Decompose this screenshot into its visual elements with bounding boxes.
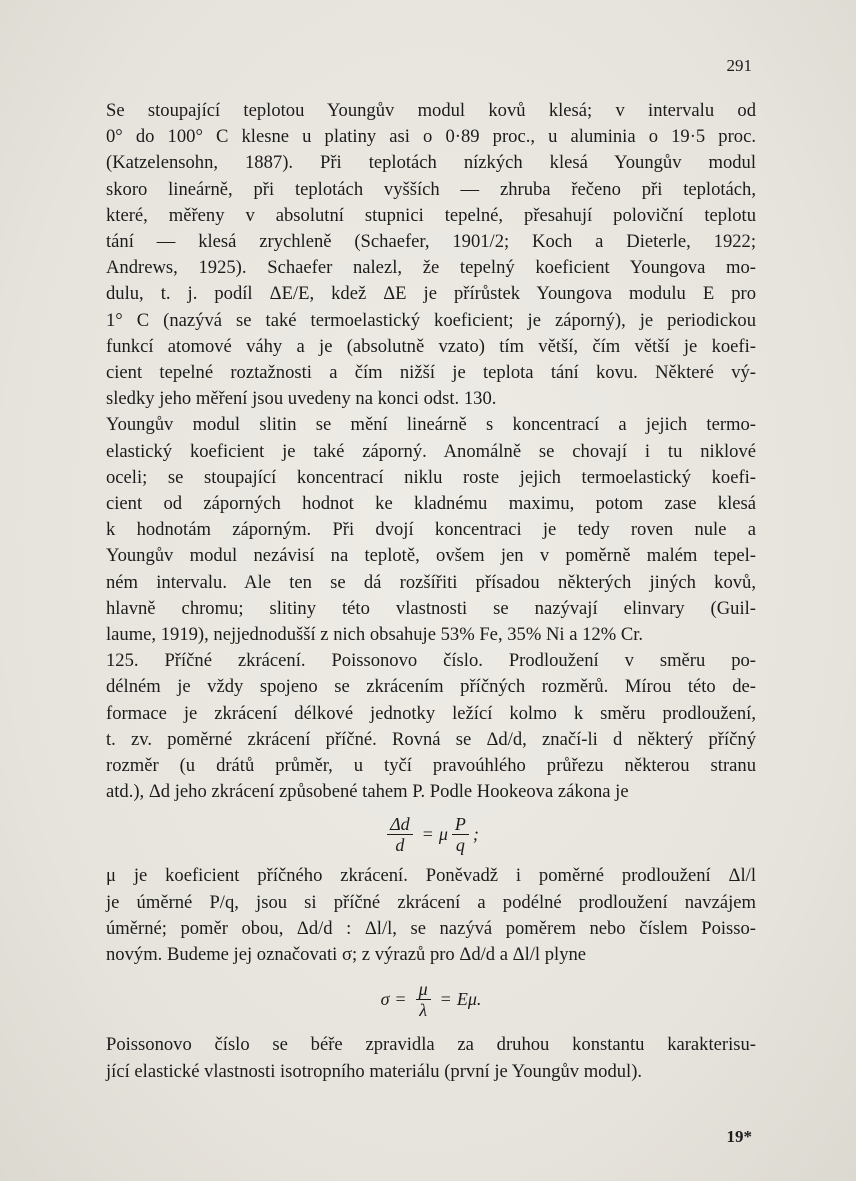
text-line: Youngův modul slitin se mění lineárně s koncentrací a jejich termo-: [106, 414, 756, 436]
mu-symbol: μ: [438, 824, 448, 845]
text-line: atd.), Δd jeho zkrácení způsobené tahem P. Podle Hookeova zákona je: [106, 781, 629, 803]
text-line: které, měřeny v absolutní stupnici tepelné, přesahují poloviční teplotu: [106, 204, 756, 226]
text-line: 125. Příčné zkrácení. Poissonovo číslo. Prodloužení v směru po-: [106, 650, 756, 672]
text-line: elastický koeficient je také záporný. Anomálně se chovají i tu niklové: [106, 440, 756, 462]
paragraph-youngs-modulus-temperature: [106, 98, 756, 412]
text-line: Andrews, 1925). Schaefer nalezl, že tepelný koeficient Youngova mo-: [106, 257, 756, 279]
signature-mark: 19*: [726, 1127, 752, 1146]
text-line: k hodnotám záporným. Při dvojí koncentraci je tedy roven nule a: [106, 519, 756, 541]
paragraph-alloys: [106, 412, 756, 648]
equals-sign: =: [395, 989, 406, 1010]
formula-sigma: [106, 968, 756, 1030]
text-line: skoro lineárně, při teplotách vyšších — zhruba řečeno při teplotách,: [106, 178, 756, 200]
equals-sign: =: [440, 989, 451, 1010]
fraction-denominator: d: [395, 834, 405, 855]
text-line: μ je koeficient příčného zkrácení. Poněvadž i poměrné prodloužení Δl/l: [106, 865, 756, 887]
page-body: [106, 98, 756, 1085]
fraction-numerator: P: [452, 814, 469, 835]
text-line: Youngův modul nezávisí na teplotě, ovšem jen v poměrně malém tepel-: [106, 545, 756, 567]
formula-hooke-transverse: [106, 805, 756, 863]
text-line: Se stoupající teplotou Youngův modul kovů klesá; v intervalu od: [106, 100, 756, 121]
text-line: úměrné; poměr obou, Δd/d : Δl/l, se nazývá poměrem nebo číslem Poisso-: [106, 917, 756, 939]
sigma-symbol: σ: [380, 989, 390, 1010]
text-line: rozměr (u drátů průměr, u tyčí pravoúhlého průřezu některou stranu: [106, 755, 756, 777]
text-line: Poissonovo číslo se béře zpravidla za druhou konstantu karakterisu-: [106, 1034, 756, 1056]
text-line: (Katzelensohn, 1887). Při teplotách nízkých klesá Youngův modul: [106, 152, 756, 174]
paragraph-poisson-ratio: [106, 863, 756, 968]
text-line: sledky jeho měření jsou uvedeny na konci odst. 130.: [106, 388, 497, 410]
text-line: novým. Budeme jej označovati σ; z výrazů pro Δd/d a Δl/l plyne: [106, 944, 587, 966]
fraction-mu-over-lambda: [416, 979, 431, 1020]
page-number: 291: [726, 56, 752, 75]
formula-punctuation: ;: [472, 824, 479, 845]
paragraph-poisson-constant: [106, 1032, 756, 1084]
text-line: je úměrné P/q, jsou si příčné zkrácení a podélné prodloužení navzájem: [106, 891, 756, 913]
text-line: tání — klesá zrychleně (Schaefer, 1901/2; Koch a Dieterle, 1922;: [106, 231, 756, 253]
text-line: laume, 1919), nejjednodušší z nich obsahuje 53% Fe, 35% Ni a 12% Cr.: [106, 624, 644, 646]
fraction-delta-d-over-d: [387, 814, 413, 855]
text-line: cient od záporných hodnot ke kladnému maximu, potom zase klesá: [106, 493, 756, 515]
fraction-p-over-q: [452, 814, 469, 855]
fraction-denominator: λ: [419, 999, 428, 1020]
text-line: dulu, t. j. podíl ΔE/E, kdež ΔE je přírůstek Youngova modulu E pro: [106, 283, 756, 305]
text-line: funkcí atomové váhy a je (absolutně vzato) tím větší, čím větší je koefi-: [106, 335, 756, 357]
text-line: jící elastické vlastnosti isotropního materiálu (první je Youngův modul).: [106, 1060, 643, 1082]
text-line: oceli; se stoupající koncentrací niklu roste jejich termoelastický koefi-: [106, 466, 756, 488]
text-line: formace je zkrácení délkové jednotky ležící kolmo k směru prodloužení,: [106, 702, 756, 724]
formula-rhs: Eμ.: [456, 989, 482, 1010]
text-line: délném je vždy spojeno se zkrácením příčných rozměrů. Mírou této de-: [106, 676, 756, 698]
text-line: 0° do 100° C klesne u platiny asi o 0·89 proc., u aluminia o 19·5 proc.: [106, 126, 756, 148]
fraction-numerator: μ: [416, 979, 431, 1000]
text-line: cient tepelné roztažnosti a čím nižší je teplota tání kovu. Některé vý-: [106, 362, 756, 384]
paragraph-poisson-section: [106, 648, 756, 805]
fraction-denominator: q: [455, 834, 465, 855]
text-line: ném intervalu. Ale ten se dá rozšířiti přísadou některých jiných kovů,: [106, 571, 756, 593]
text-line: 1° C (nazývá se také termoelastický koeficient; je záporný), je periodickou: [106, 309, 756, 331]
text-line: t. zv. poměrné zkrácení příčné. Rovná se Δd/d, značí-li d některý příčný: [106, 728, 756, 750]
equals-sign: =: [422, 824, 433, 845]
text-line: hlavně chromu; slitiny této vlastnosti se nazývají elinvary (Guil-: [106, 597, 756, 619]
fraction-numerator: Δd: [387, 814, 413, 835]
